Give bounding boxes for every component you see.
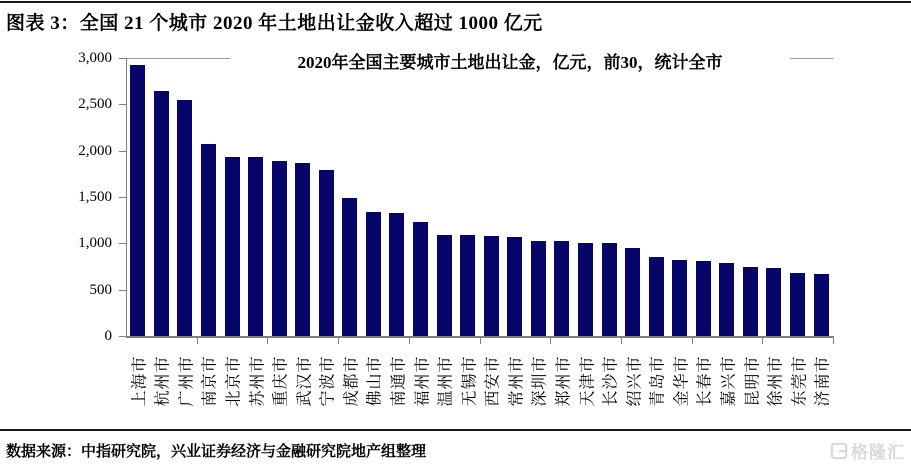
bar-slot xyxy=(220,58,244,336)
x-tick-label: 福州市 xyxy=(414,355,432,407)
x-tick-mark xyxy=(409,338,410,344)
x-tick-label: 上海市 xyxy=(131,355,149,407)
bar-济南市 xyxy=(814,274,829,336)
x-tick-label: 济南市 xyxy=(814,355,832,407)
bar-重庆市 xyxy=(272,161,287,336)
x-tick-mark xyxy=(833,338,834,344)
y-tick-label: 1,500 xyxy=(78,189,112,205)
bar-slot xyxy=(173,58,197,336)
bar-slot xyxy=(150,58,174,336)
bar-slot xyxy=(126,58,150,336)
x-tick-label: 武汉市 xyxy=(296,355,314,407)
y-tick-mark xyxy=(119,243,126,244)
top-divider xyxy=(0,1,911,3)
x-tick-label: 北京市 xyxy=(225,355,243,407)
y-tick-label: 1,000 xyxy=(78,235,112,252)
x-tick-label: 绍兴市 xyxy=(626,355,644,407)
bar-苏州市 xyxy=(248,157,263,336)
bar-slot xyxy=(456,58,480,336)
bar-slot xyxy=(432,58,456,336)
x-tick-mark xyxy=(621,338,622,344)
bar-西安市 xyxy=(484,236,499,336)
bar-南京市 xyxy=(201,144,216,336)
x-tick-label: 温州市 xyxy=(437,355,455,407)
x-tick-mark xyxy=(692,338,693,344)
bar-北京市 xyxy=(225,157,240,336)
bar-slot xyxy=(244,58,268,336)
bar-slot xyxy=(739,58,763,336)
x-tick-label: 广州市 xyxy=(178,355,196,407)
y-tick-label: 2,000 xyxy=(78,142,112,159)
x-tick-label: 金华市 xyxy=(673,355,691,407)
bar-深圳市 xyxy=(531,241,546,336)
bar-东莞市 xyxy=(790,273,805,336)
bar-嘉兴市 xyxy=(719,263,734,336)
bar-slot xyxy=(786,58,810,336)
y-tick-mark xyxy=(119,197,126,198)
bar-宁波市 xyxy=(319,170,334,336)
bar-slot xyxy=(338,58,362,336)
bar-成都市 xyxy=(342,198,357,336)
bar-青岛市 xyxy=(649,257,664,336)
bar-slot xyxy=(668,58,692,336)
x-tick-label: 长沙市 xyxy=(602,355,620,407)
x-tick-label: 长春市 xyxy=(696,355,714,407)
y-tick-mark xyxy=(119,290,126,291)
x-tick-label: 苏州市 xyxy=(249,355,267,407)
x-tick-label: 佛山市 xyxy=(366,355,384,407)
bar-slot xyxy=(715,58,739,336)
x-tick-label: 南京市 xyxy=(201,355,219,407)
x-tick-label: 青岛市 xyxy=(649,355,667,407)
x-tick-label: 郑州市 xyxy=(555,355,573,407)
x-tick-label: 东莞市 xyxy=(791,355,809,407)
bar-武汉市 xyxy=(295,163,310,336)
x-tick-label: 南通市 xyxy=(390,355,408,407)
x-tick-mark xyxy=(550,338,551,344)
bar-slot xyxy=(574,58,598,336)
bar-slot xyxy=(385,58,409,336)
gelonghui-logo-text: 格隆汇 xyxy=(851,443,905,462)
bar-slot xyxy=(527,58,551,336)
y-tick-label: 0 xyxy=(104,328,112,344)
x-tick-mark xyxy=(480,338,481,344)
x-tick-label: 成都市 xyxy=(343,355,361,407)
bar-slot xyxy=(692,58,716,336)
x-tick-label: 重庆市 xyxy=(272,355,290,407)
bar-金华市 xyxy=(672,260,687,336)
x-tick-mark xyxy=(338,338,339,344)
bar-slot xyxy=(597,58,621,336)
bar-slot xyxy=(503,58,527,336)
data-source-note: 数据来源：中指研究院，兴业证券经济与金融研究院地产组整理 xyxy=(6,444,427,460)
bar-昆明市 xyxy=(743,267,758,336)
x-tick-label: 嘉兴市 xyxy=(720,355,738,407)
x-tick-label: 西安市 xyxy=(484,355,502,407)
bar-长春市 xyxy=(696,261,711,336)
x-tick-label: 常州市 xyxy=(508,355,526,407)
x-tick-mark xyxy=(197,338,198,344)
bar-slot xyxy=(644,58,668,336)
bar-徐州市 xyxy=(766,268,781,336)
bar-slot xyxy=(267,58,291,336)
bar-series xyxy=(126,58,833,336)
bar-长沙市 xyxy=(602,243,617,336)
bar-绍兴市 xyxy=(625,248,640,336)
bar-上海市 xyxy=(130,65,145,337)
bar-广州市 xyxy=(177,100,192,336)
bar-slot xyxy=(291,58,315,336)
bar-无锡市 xyxy=(460,235,475,336)
bar-slot xyxy=(315,58,339,336)
y-tick-label: 3,000 xyxy=(78,50,112,66)
bar-slot xyxy=(362,58,386,336)
bar-常州市 xyxy=(507,237,522,336)
x-tick-mark xyxy=(762,338,763,344)
y-tick-mark xyxy=(119,58,126,59)
bar-slot xyxy=(762,58,786,336)
x-tick-label: 徐州市 xyxy=(767,355,785,407)
x-tick-label: 天津市 xyxy=(579,355,597,407)
bar-福州市 xyxy=(413,222,428,336)
x-tick-label: 深圳市 xyxy=(531,355,549,407)
y-tick-label: 2,500 xyxy=(78,96,112,113)
bar-温州市 xyxy=(437,235,452,336)
bar-郑州市 xyxy=(554,241,569,336)
x-tick-mark xyxy=(267,338,268,344)
bar-slot xyxy=(197,58,221,336)
chart-title: 2020年全国主要城市土地出让金，亿元，前30，统计全市 xyxy=(230,48,790,73)
figure-caption: 图表 3：全国 21 个城市 2020 年土地出让金收入超过 1000 亿元 xyxy=(6,13,543,34)
gelonghui-logo xyxy=(830,438,905,463)
bar-slot xyxy=(621,58,645,336)
bar-佛山市 xyxy=(366,212,381,336)
bar-杭州市 xyxy=(154,91,169,336)
bar-slot xyxy=(479,58,503,336)
bar-slot xyxy=(550,58,574,336)
bottom-divider xyxy=(0,429,911,431)
x-tick-label: 宁波市 xyxy=(319,355,337,407)
bar-天津市 xyxy=(578,243,593,336)
bar-slot xyxy=(409,58,433,336)
y-tick-mark xyxy=(119,104,126,105)
y-tick-label: 500 xyxy=(89,281,112,298)
y-tick-mark xyxy=(119,151,126,152)
x-tick-label: 昆明市 xyxy=(744,355,761,407)
bar-slot xyxy=(809,58,833,336)
y-tick-mark xyxy=(119,336,126,337)
x-tick-label: 杭州市 xyxy=(154,355,172,407)
gelonghui-g-icon xyxy=(830,442,848,460)
x-tick-label: 无锡市 xyxy=(461,355,479,407)
bar-南通市 xyxy=(389,213,404,336)
